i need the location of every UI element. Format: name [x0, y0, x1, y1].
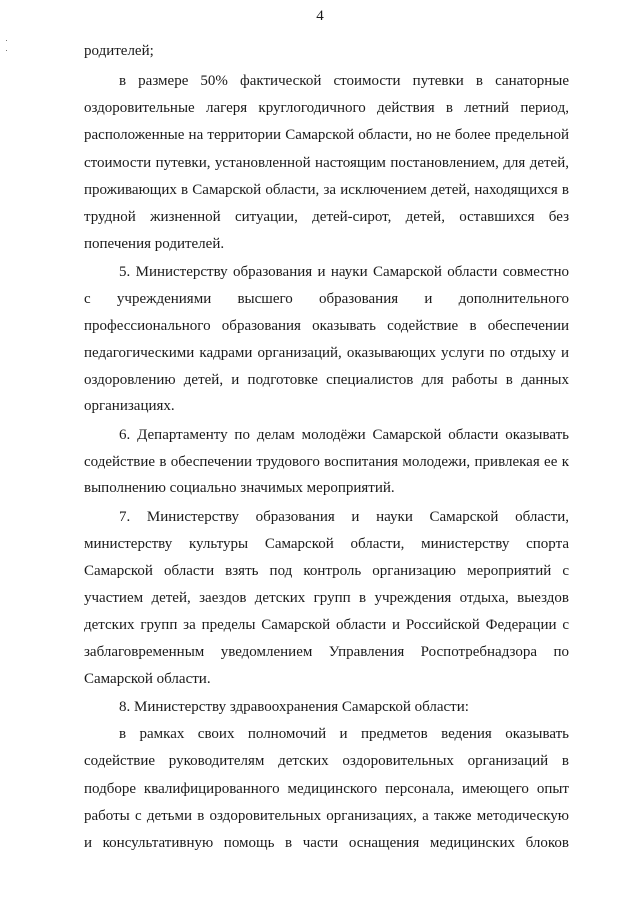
- text-line: стоимости путевки, установленной настоящим постановлением, для детей,: [84, 155, 569, 171]
- text-line: профессионального образования оказывать содействие в обеспечении: [84, 318, 569, 334]
- text-line: попечения родителей.: [84, 236, 225, 252]
- text-line: 5. Министерству образования и науки Самарской области совместно: [119, 264, 569, 280]
- page-number: 4: [316, 8, 324, 24]
- text-line: в рамках своих полномочий и предметов ведения оказывать: [119, 726, 569, 742]
- text-line: оздоровлению детей, и подготовке специалистов для работы в данных: [84, 372, 569, 388]
- text-line: Самарской области.: [84, 671, 211, 687]
- text-line: расположенные на территории Самарской области, но не более предельной: [84, 127, 569, 143]
- text-line: содействие руководителям детских оздоровительных организаций в: [84, 753, 569, 769]
- text-line: 8. Министерству здравоохранения Самарской области:: [119, 699, 469, 715]
- text-line: с учреждениями высшего образования и дополнительного: [84, 291, 569, 307]
- text-line: содействие в обеспечении трудового воспитания молодежи, привлекая ее к: [84, 454, 569, 470]
- text-line: Самарской области взять под контроль организацию мероприятий с: [84, 563, 569, 579]
- text-line: организациях.: [84, 398, 175, 414]
- text-line: проживающих в Самарской области, за исключением детей, находящихся в: [84, 182, 569, 198]
- text-line: 7. Министерству образования и науки Самарской области,: [119, 509, 569, 525]
- scan-mark: [6, 40, 7, 41]
- text-line: трудной жизненной ситуации, детей-сирот, детей, оставшихся без: [84, 209, 569, 225]
- text-line: и консультативную помощь в части оснащения медицинских блоков: [84, 835, 569, 851]
- text-line: педагогическими кадрами организаций, оказывающих услуги по отдыху и: [84, 345, 569, 361]
- text-line: участием детей, заездов детских групп в учреждения отдыха, выездов: [84, 590, 569, 606]
- scan-mark: [6, 50, 7, 51]
- text-line: подборе квалифицированного медицинского персонала, имеющего опыт: [84, 781, 569, 797]
- text-line: выполнению социально значимых мероприятий.: [84, 480, 395, 496]
- text-line: в размере 50% фактической стоимости путевки в санаторные: [119, 73, 569, 89]
- text-line: заблаговременным уведомлением Управления Роспотребнадзора по: [84, 644, 569, 660]
- text-line: работы с детьми в оздоровительных организациях, а также методическую: [84, 808, 569, 824]
- text-line: оздоровительные лагеря круглогодичного действия в летний период,: [84, 100, 569, 116]
- text-line: родителей;: [84, 43, 154, 59]
- text-line: министерству культуры Самарской области, министерству спорта: [84, 536, 569, 552]
- text-line: 6. Департаменту по делам молодёжи Самарской области оказывать: [119, 427, 569, 443]
- text-line: детских групп за пределы Самарской области и Российской Федерации с: [84, 617, 569, 633]
